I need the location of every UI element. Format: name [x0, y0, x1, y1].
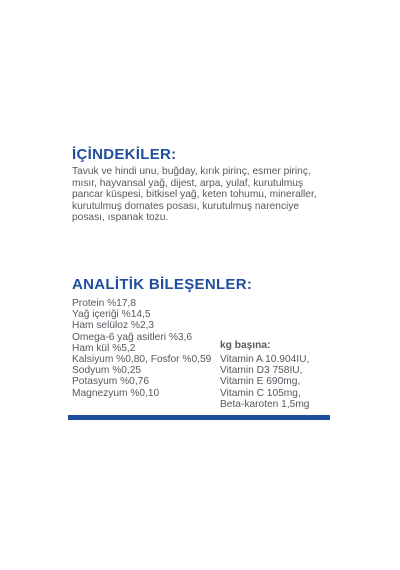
ingredients-text: Tavuk ve hindi unu, buğday, kırık pirinç, esmer pirinç, mısır, hayvansal yağ, dijest, arpa, yulaf, kurutulmuş pancar küspesi, bitkisel yağ, keten tohumu, mineraller, kurutulmuş domates posası, kurutulmuş narenciye posası, ıspanak tozu.	[72, 166, 317, 224]
per-kg-vitamin-list	[220, 354, 350, 410]
analytic-item: Kalsiyum %0,80, Fosfor %0,59	[72, 354, 212, 366]
analytic-item: Protein %17,8	[72, 298, 136, 309]
per-kg-heading: kg başına:	[220, 340, 271, 351]
ingredients-heading: İÇİNDEKİLER:	[72, 146, 177, 163]
analytic-item: Potasyum %0,76	[72, 376, 150, 388]
vitamin-item: Vitamin D3 758IU,	[220, 365, 303, 377]
accent-divider-bar	[68, 415, 330, 420]
analytic-item: Yağ içeriği %14,5	[72, 309, 151, 321]
analytic-components-list	[72, 298, 222, 399]
vitamin-item: Vitamin A 10.904IU,	[220, 354, 310, 365]
vitamin-item: Vitamin E 690mg,	[220, 376, 301, 388]
analytic-item: Magnezyum %0,10	[72, 387, 160, 399]
analytic-item: Ham kül %5,2	[72, 342, 136, 354]
analytic-item: Ham selüloz %2,3	[72, 320, 155, 332]
analytic-item: Omega-6 yağ asitleri %3,6	[72, 331, 193, 343]
analytic-item: Sodyum %0,25	[72, 365, 142, 377]
analytic-components-heading: ANALİTİK BİLEŞENLER:	[72, 276, 253, 293]
vitamin-item: Beta-karoten 1,5mg	[220, 398, 310, 410]
vitamin-item: Vitamin C 105mg,	[220, 387, 301, 399]
